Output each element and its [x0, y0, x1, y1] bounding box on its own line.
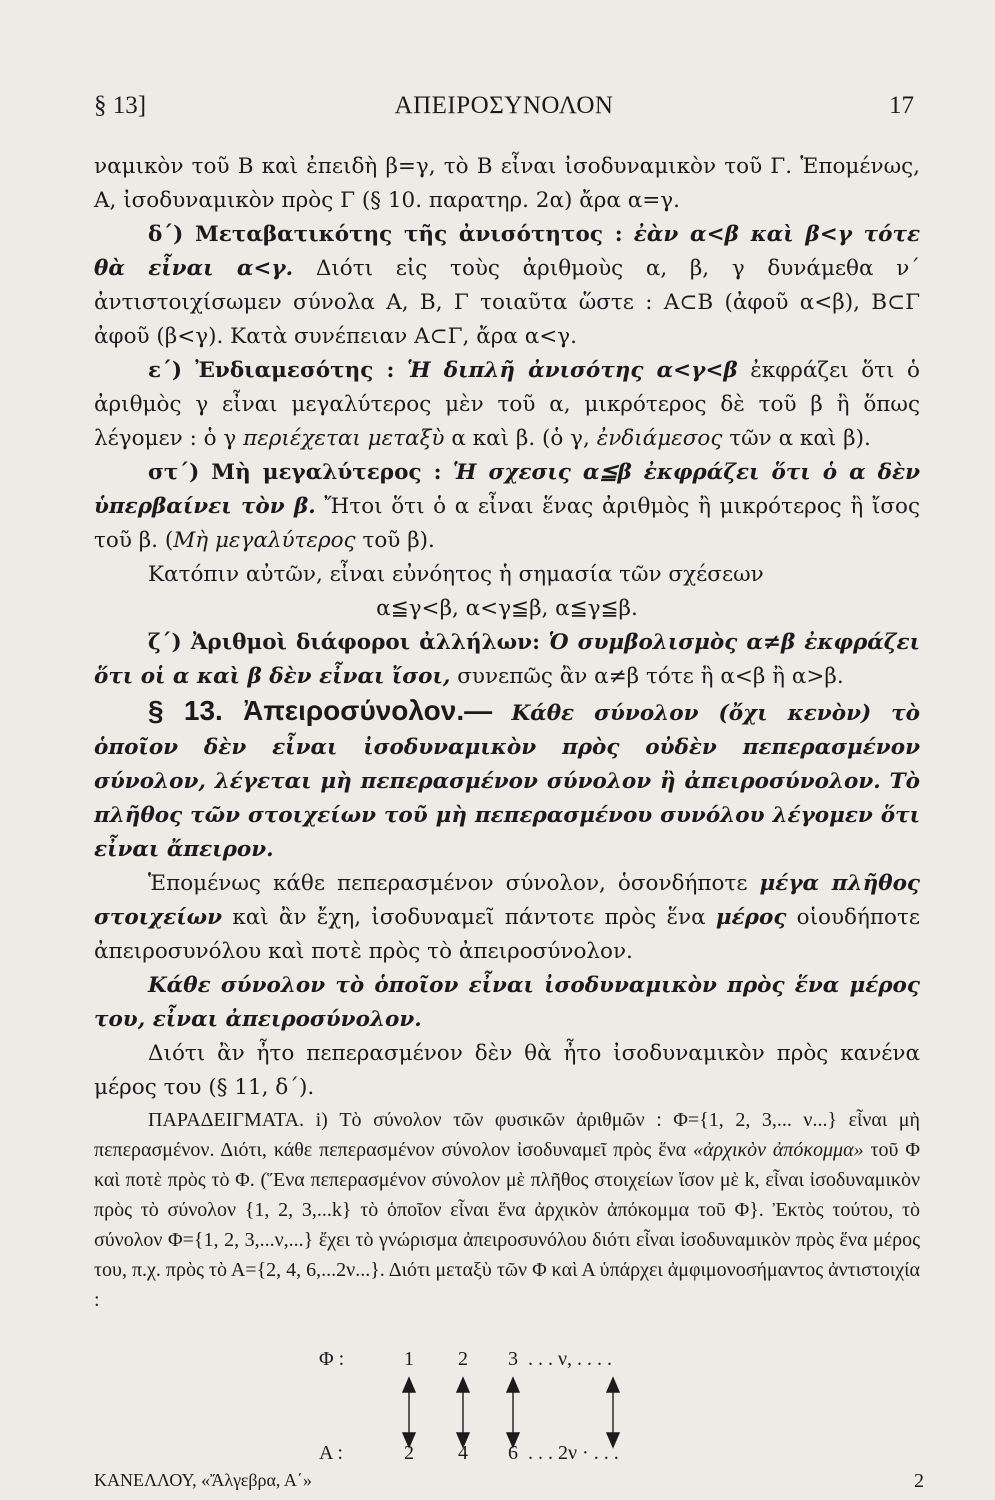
paragraph-therefore: [94, 867, 920, 969]
intermediacy-text: ἐκφράζει ὅτι ὁ ἀριθμὸς γ εἶναι μεγαλύτερος μὲν τοῦ α, μικρότερος δὲ τοῦ β ἢ ὅπως λέγομεν : ὁ γ: [94, 358, 920, 451]
paragraph-transitivity: [94, 218, 920, 354]
intermediacy-text-3: τῶν α καὶ β).: [729, 426, 871, 451]
correspondence-arrows: [94, 1280, 920, 1460]
a-value: . . . 2ν · . . .: [528, 1442, 619, 1464]
phi-value: . . . ν, . . . .: [528, 1348, 613, 1370]
paragraph-intermediacy: [94, 354, 920, 456]
a-label: Α :: [319, 1442, 343, 1464]
examples-text: ΠΑΡΑΔΕΙΓΜΑΤΑ. i) Τὸ σύνολον τῶν φυσικῶν ἀριθμῶν : Φ={1, 2, 3,... ν...} εἶναι μὴ πεπερασμένον. Διότι, κάθε πεπερασμένον σύνολον ἰσοδυναμεῖ πρὸς ἕνα: [94, 1109, 920, 1161]
phi-value: 1: [404, 1348, 414, 1370]
distinct-label: ζ΄) Ἀριθμοὶ διάφοροι ἀλλήλων:: [148, 630, 541, 655]
therefore-emph-2: μέρος: [715, 905, 787, 930]
phi-value: 3: [508, 1348, 518, 1370]
not-greater-statement: Ἡ σχεσις α≦β ἐκφράζει ὅτι ὁ α δὲν ὑπερβαίνει τὸν β.: [94, 460, 921, 519]
page-header: [94, 92, 914, 132]
intermediacy-italic: περιέχεται μεταξὺ: [243, 426, 445, 451]
paragraph-distinct: [94, 626, 920, 694]
running-title: ΑΠΕΙΡΟΣΥΝΟΛΟΝ: [394, 92, 614, 119]
phi-value: 2: [458, 1348, 468, 1370]
examples-text-2: τοῦ Φ καὶ ποτὲ πρὸς τὸ Φ. (Ἕνα πεπερασμένον σύνολον μὲ πλῆθος στοιχείων ἴσον μὲ k, εἶναι ἰσοδυναμικὸν πρὸς τὸ σύνολον {1, 2, 3,...k} τὸ ὁποῖον εἶναι ἕνα ἀρχικὸν ἀπόκομμα τοῦ Φ}. Ἐκτὸς τούτου, τὸ σύνολον Φ={1, 2, 3,...ν,...} ἔχει τὸ γνώρισμα ἀπειροσυνόλου διότι εἶναι ἰσοδυναμικὸν πρὸς ἕνα μέρος του, π.χ. πρὸς τὸ Α={2, 4, 6,...2ν...}. Διότι μεταξὺ τῶν Φ καὶ Α ὑπάρχει ἀμφιμονοσήμαντος ἀντιστοιχία :: [94, 1139, 921, 1311]
main-text: [94, 150, 920, 1315]
theorem-statement: Κάθε σύνολον τὸ ὁποῖον εἶναι ἰσοδυναμικὸν πρὸς ἕνα μέρος του, εἶναι ἀπειροσύνολον.: [94, 973, 920, 1032]
transitivity-proof: Διότι εἰς τοὺς ἀριθμοὺς α, β, γ δυνάμεθα ν΄ ἀντιστοιχίσωμεν σύνολα Α, Β, Γ τοιαῦτα ὥστε : Α⊂Β (ἀφοῦ α<β), Β⊂Γ ἀφοῦ (β<γ). Κατὰ συνέπειαν Α⊂Γ, ἄρα α<γ.: [94, 256, 921, 349]
not-greater-text: Ἤτοι ὅτι ὁ α εἶναι ἕνας ἀριθμὸς ἢ μικρότερος ἢ ἴσος τοῦ β. (: [94, 494, 920, 553]
page-footer: [94, 1470, 924, 1491]
a-value: 6: [508, 1442, 518, 1464]
examples-italic: «ἀρχικὸν ἀπόκομμα»: [693, 1139, 864, 1161]
a-value: 2: [404, 1442, 414, 1464]
intermediacy-statement: Ἡ διπλῆ ἀνισότης α<γ<β: [407, 358, 738, 383]
arrow-2: [457, 1378, 469, 1447]
phi-label: Φ :: [319, 1348, 345, 1370]
footer-book-title: ΚΑΝΕΛΛΟΥ, «Ἄλγεβρα, Α΄»: [94, 1470, 312, 1490]
a-row: [94, 1442, 920, 1472]
therefore-text-2: καὶ ἂν ἔχη, ἰσοδυναμεῖ πάντοτε πρὸς ἕνα: [232, 905, 706, 930]
section-13-definition: Κάθε σύνολον (ὄχι κενὸν) τὸ ὁποῖον δὲν εἶναι ἰσοδυναμικὸν πρὸς οὐδὲν πεπερασμένον σύνολον, λέγεται μὴ πεπερασμένον σύνολον ἢ ἀπειροσύνολον. Τὸ πλῆθος τῶν στοιχείων τοῦ μὴ πεπερασμένου συνόλου λέγομεν ὅτι εἶναι ἄπειρον.: [94, 701, 920, 862]
distinct-statement: Ὁ συμβολισμὸς α≠β ἐκφράζει ὅτι οἱ α καὶ β δὲν εἶναι ἴσοι,: [94, 630, 921, 689]
not-greater-end: τοῦ β).: [362, 528, 435, 553]
not-greater-italic: Μὴ μεγαλύτερος: [173, 528, 356, 553]
section-13: [94, 694, 920, 867]
arrow-n: [607, 1378, 619, 1447]
paragraph-because: Διότι ἂν ἦτο πεπερασμένον δὲν θὰ ἦτο ἰσοδυναμικὸν πρὸς κανένα μέρος του (§ 11, δ΄).: [94, 1041, 920, 1100]
intermediacy-label: ε΄) Ἐνδιαμεσότης :: [148, 358, 395, 383]
transitivity-statement: ἐὰν α<β καὶ β<γ τότε θὰ εἶναι α<γ.: [94, 222, 921, 281]
paragraph-consequently: Κατόπιν αὐτῶν, εἶναι εὐνόητος ἡ σημασία τῶν σχέσεων: [148, 562, 764, 587]
paragraph-not-greater: [94, 456, 920, 558]
arrow-1: [403, 1378, 415, 1447]
relations-line: α≦γ<β, α<γ≦β, α≦γ≦β.: [376, 596, 638, 621]
not-greater-label: στ΄) Μὴ μεγαλύτερος :: [148, 460, 442, 485]
a-value: 4: [458, 1442, 468, 1464]
therefore-text-3: οἱουδήποτε ἀπειροσυνόλου καὶ ποτὲ πρὸς τὸ ἀπειροσύνολον.: [94, 905, 920, 964]
transitivity-label: δ΄) Μεταβατικότης τῆς ἀνισότητος :: [148, 222, 623, 247]
distinct-text: συνεπῶς ἂν α≠β τότε ἢ α<β ἢ α>β.: [457, 664, 844, 689]
therefore-emph: μέγα πλῆθος στοιχείων: [94, 871, 920, 930]
section-13-title: § 13. Ἀπειροσύνολον.—: [148, 695, 493, 726]
intermediacy-text-2: α καὶ β. (ὁ γ,: [451, 426, 590, 451]
page-number: 17: [889, 92, 914, 119]
section-marker: § 13]: [94, 92, 147, 119]
arrow-3: [507, 1378, 519, 1447]
intermediacy-italic-2: ἐνδιάμεσος: [596, 426, 723, 451]
signature-number: 2: [914, 1470, 924, 1492]
therefore-text: Ἑπομένως κάθε πεπερασμένον σύνολον, ὁσονδήποτε: [148, 871, 748, 896]
paragraph-continuation: ναμικὸν τοῦ Β καὶ ἐπειδὴ β=γ, τὸ Β εἶναι ἰσοδυναμικὸν τοῦ Γ. Ἑπομένως, Α, ἰσοδυναμικὸν πρὸς Γ (§ 10. παρατηρ. 2α) ἄρα α=γ.: [94, 154, 920, 213]
